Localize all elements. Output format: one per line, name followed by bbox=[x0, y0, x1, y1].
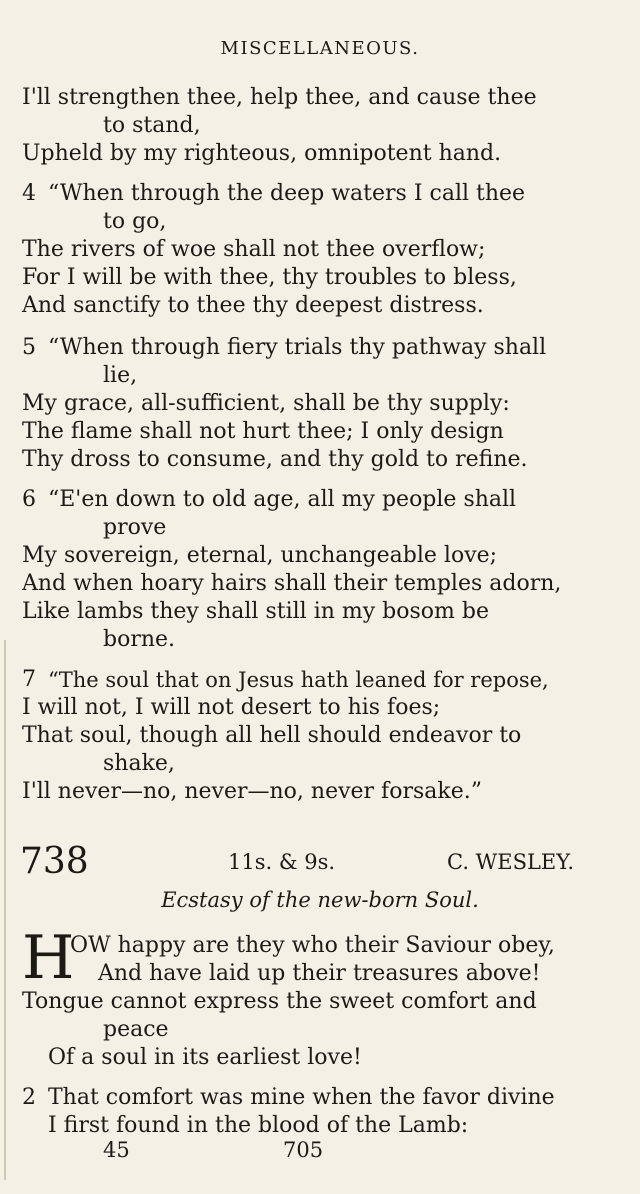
verse-line: lie, bbox=[103, 363, 138, 388]
verse-line: And sanctify to thee thy deepest distress. bbox=[22, 293, 484, 318]
verse-line: That comfort was mine when the favor divine bbox=[48, 1085, 555, 1110]
hymn-number: 738 bbox=[20, 841, 89, 882]
verse-line: shake, bbox=[103, 751, 175, 776]
verse-line: to stand, bbox=[103, 113, 201, 138]
verse-line: “When through fiery trials thy pathway shall bbox=[48, 335, 547, 360]
verse-line: Thy dross to consume, and thy gold to refine. bbox=[22, 447, 528, 472]
verse-line: to go, bbox=[103, 209, 167, 234]
signature-mark: 45 bbox=[103, 1138, 130, 1162]
verse-line: My sovereign, eternal, unchangeable love; bbox=[22, 543, 498, 568]
verse-line: For I will be with thee, thy troubles to bless, bbox=[22, 265, 517, 290]
running-header: MISCELLANEOUS. bbox=[220, 38, 420, 59]
verse-line: “When through the deep waters I call thee bbox=[48, 181, 526, 206]
stanza-number: 5 bbox=[22, 335, 36, 360]
stanza-number: 7 bbox=[22, 667, 36, 692]
verse-line: Like lambs they shall still in my bosom be bbox=[22, 599, 489, 624]
verse-line: borne. bbox=[103, 627, 176, 652]
verse-line: And have laid up their treasures above! bbox=[98, 961, 541, 986]
verse-line: “E'en down to old age, all my people shall bbox=[48, 487, 517, 512]
verse-line: I will not, I will not desert to his foes; bbox=[22, 695, 441, 720]
verse-line: I'll strengthen thee, help thee, and cause thee bbox=[22, 85, 537, 110]
stanza-number: 4 bbox=[22, 181, 36, 206]
verse-line: Tongue cannot express the sweet comfort and bbox=[22, 989, 537, 1014]
drop-capital: H bbox=[22, 923, 75, 993]
verse-line: My grace, all-sufficient, shall be thy supply: bbox=[22, 391, 510, 416]
verse-line: The rivers of woe shall not thee overflow; bbox=[22, 237, 486, 262]
hymn-meter: 11s. & 9s. bbox=[228, 850, 336, 874]
verse-line: The flame shall not hurt thee; I only design bbox=[22, 419, 504, 444]
verse-line: I'll never—no, never—no, never forsake.” bbox=[22, 779, 482, 804]
page-number: 705 bbox=[283, 1138, 324, 1162]
verse-line: Of a soul in its earliest love! bbox=[48, 1045, 362, 1070]
verse-line: And when hoary hairs shall their temples adorn, bbox=[22, 571, 562, 596]
hymn-author: C. WESLEY. bbox=[447, 850, 575, 874]
stanza-number: 6 bbox=[22, 487, 36, 512]
verse-line: I first found in the blood of the Lamb: bbox=[48, 1113, 469, 1138]
hymn-title: Ecstasy of the new-born Soul. bbox=[161, 888, 479, 912]
verse-line: prove bbox=[103, 515, 167, 540]
stanza-number: 2 bbox=[22, 1085, 36, 1110]
verse-line: Upheld by my righteous, omnipotent hand. bbox=[22, 141, 502, 166]
verse-line: peace bbox=[103, 1017, 169, 1042]
verse-line: “The soul that on Jesus hath leaned for repose, bbox=[48, 668, 549, 692]
verse-line: OW happy are they who their Saviour obey, bbox=[70, 933, 555, 958]
verse-line: That soul, though all hell should endeavor to bbox=[22, 723, 522, 748]
